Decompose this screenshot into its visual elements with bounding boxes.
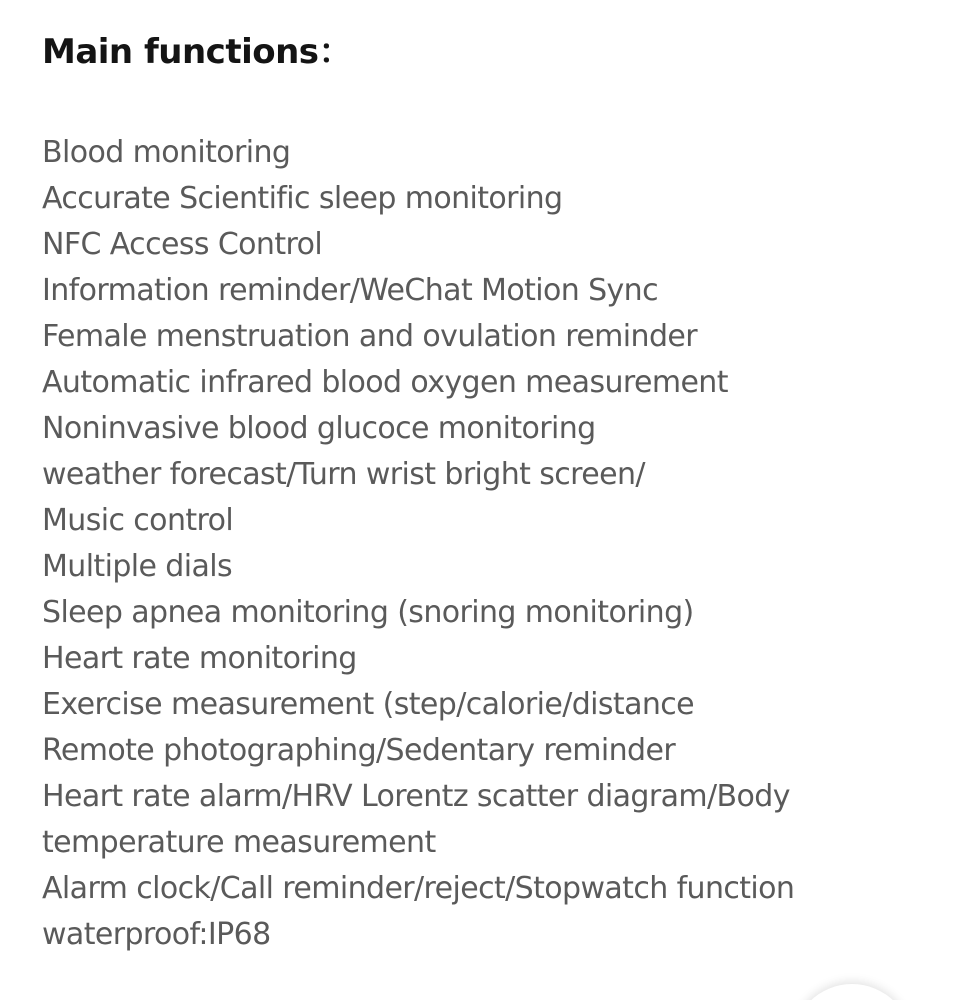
feature-item: Heart rate alarm/HRV Lorentz scatter diagram/Body	[42, 779, 790, 814]
feature-item: Music control	[42, 503, 234, 538]
feature-item: Female menstruation and ovulation reminder	[42, 319, 697, 354]
feature-item: Automatic infrared blood oxygen measurement	[42, 365, 728, 400]
feature-item: Heart rate monitoring	[42, 641, 357, 676]
feature-item: waterproof:IP68	[42, 917, 271, 952]
feature-item: Sleep apnea monitoring (snoring monitoring)	[42, 595, 694, 630]
feature-item: NFC Access Control	[42, 227, 323, 262]
feature-item: Alarm clock/Call reminder/reject/Stopwatch function	[42, 871, 795, 906]
feature-item: Blood monitoring	[42, 135, 291, 170]
feature-item: Remote photographing/Sedentary reminder	[42, 733, 676, 768]
feature-item: weather forecast/Turn wrist bright screen/	[42, 457, 645, 492]
feature-item: Noninvasive blood glucoce monitoring	[42, 411, 596, 446]
feature-item: temperature measurement	[42, 825, 436, 860]
feature-item: Exercise measurement (step/calorie/distance	[42, 687, 695, 722]
section-title: Main functions：	[42, 32, 353, 72]
feature-item: Accurate Scientific sleep monitoring	[42, 181, 563, 216]
floating-action-button[interactable]	[792, 984, 912, 1000]
feature-item: Multiple dials	[42, 549, 233, 584]
feature-list	[42, 130, 794, 958]
feature-item: Information reminder/WeChat Motion Sync	[42, 273, 658, 308]
